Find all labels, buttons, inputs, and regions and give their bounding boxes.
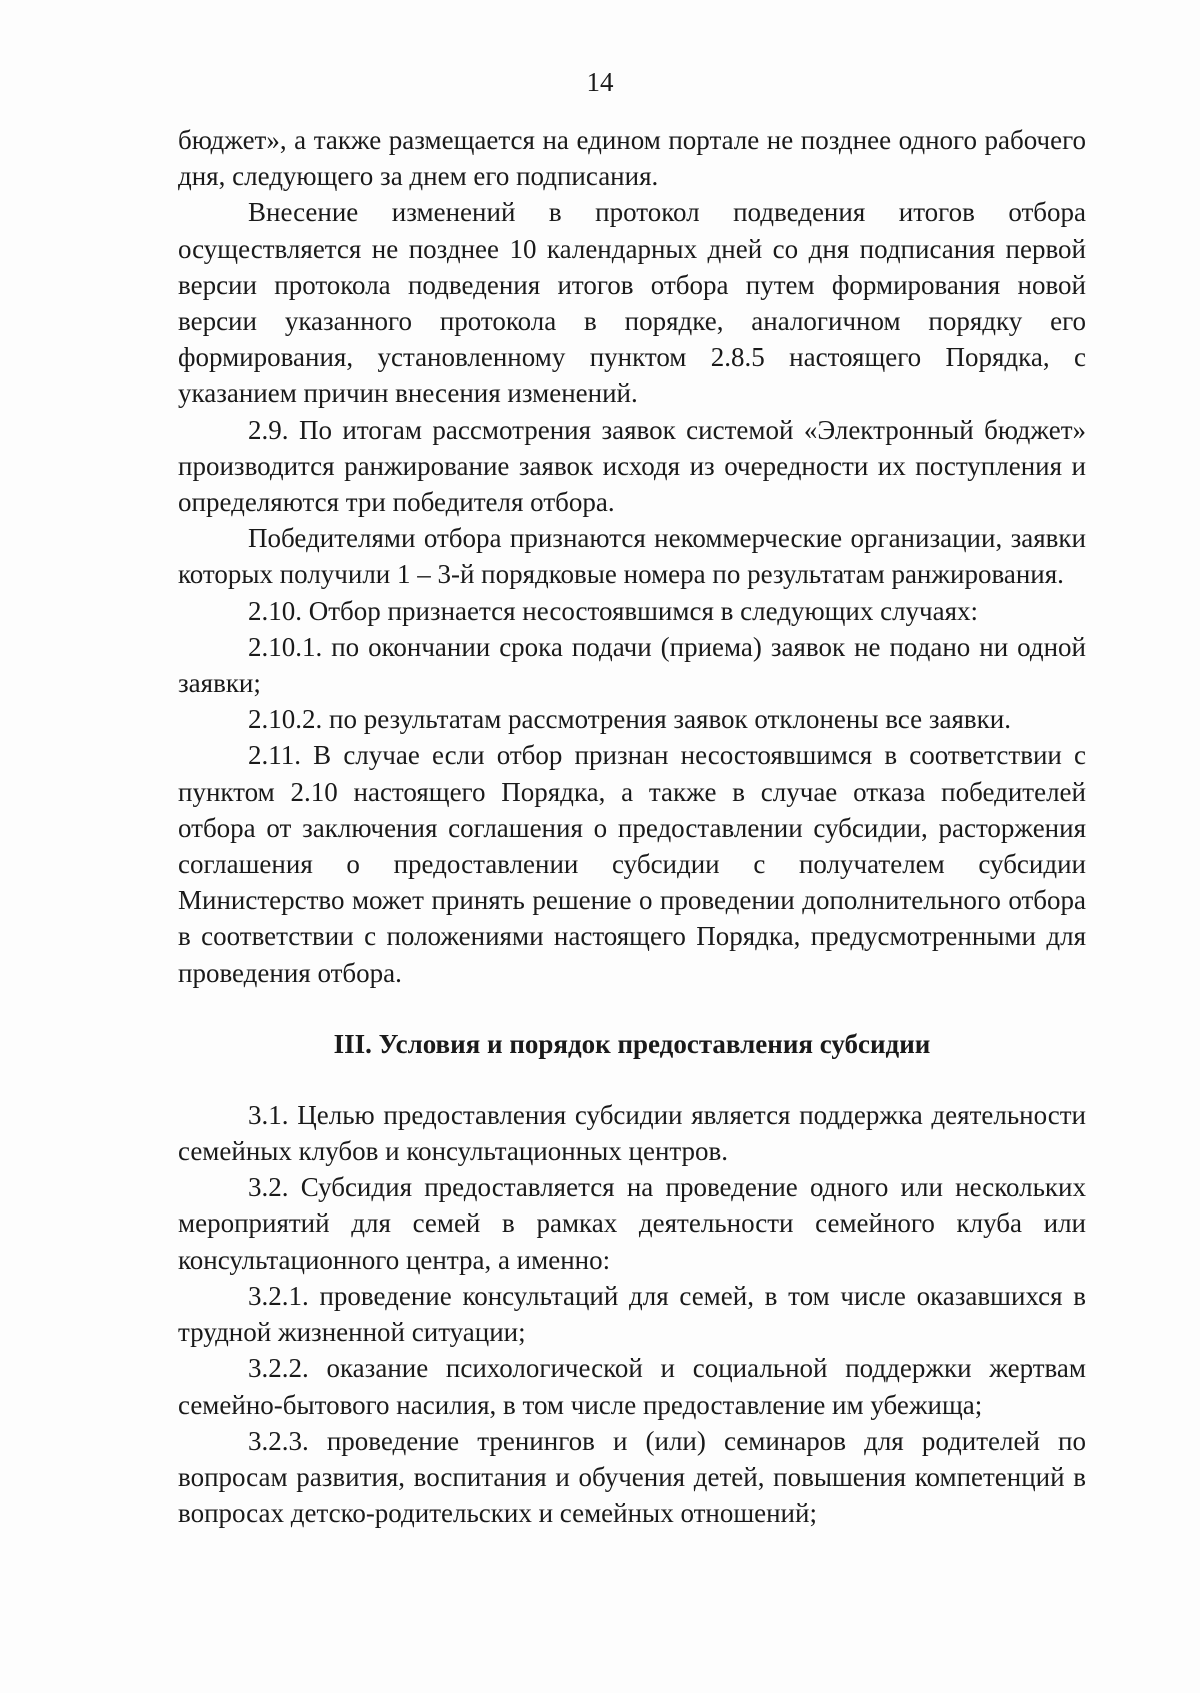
paragraph-2-11: 2.11. В случае если отбор признан несостоявшимся в соответствии с пунктом 2.10 настоящего Порядка, а также в случае отказа победителей отбора от заключения соглашения о предоставлении субсидии, расторжения соглашения о предоставлении субсидии с получателем субсидии Министерство может принять решение о проведении дополнительного отбора в соответствии с положениями настоящего Порядка, предусмотренными для проведения отбора.	[178, 740, 1086, 988]
paragraph-3-2-3: 3.2.3. проведение тренингов и (или) семинаров для родителей по вопросам развития, воспитания и обучения детей, повышения компетенций в вопросах детско-родительских и семейных отношений;	[178, 1425, 1086, 1529]
paragraphs-after-heading	[178, 1097, 1086, 1531]
paragraph-3-1: 3.1. Целью предоставления субсидии является поддержка деятельности семейных клубов и консультационных центров.	[178, 1099, 1086, 1167]
paragraph-2-10-1: 2.10.1. по окончании срока подачи (приема) заявок не подано ни одной заявки;	[178, 631, 1086, 699]
document-body	[178, 122, 1086, 1531]
paragraph-2-10-2: 2.10.2. по результатам рассмотрения заявок отклонены все заявки.	[248, 704, 1011, 735]
paragraph-continuation: бюджет», а также размещается на едином портале не позднее одного рабочего дня, следующего за днем его подписания.	[178, 125, 1086, 192]
paragraph-2-9: 2.9. По итогам рассмотрения заявок системой «Электронный бюджет» производится ранжирование заявок исходя из очередности их поступления и определяются три победителя отбора.	[178, 414, 1086, 518]
paragraphs-before-heading	[178, 122, 1086, 991]
paragraph-3-2: 3.2. Субсидия предоставляется на проведение одного или нескольких мероприятий для семей в рамках деятельности семейного клуба или консультационного центра, а именно:	[178, 1172, 1086, 1275]
paragraph-2-10: 2.10. Отбор признается несостоявшимся в следующих случаях:	[248, 595, 979, 626]
paragraph-3-2-1: 3.2.1. проведение консультаций для семей, в том числе оказавшихся в трудной жизненной ситуации;	[178, 1280, 1086, 1348]
paragraph-winners: Победителями отбора признаются некоммерческие организации, заявки которых получили 1 – 3-й порядковые номера по результатам ранжирования.	[178, 523, 1086, 590]
paragraph-3-2-2: 3.2.2. оказание психологической и социальной поддержки жертвам семейно-бытового насилия, в том числе предоставление им убежища;	[178, 1353, 1086, 1420]
page-number: 14	[586, 67, 614, 97]
paragraph-amendments: Внесение изменений в протокол подведения итогов отбора осуществляется не позднее 10 календарных дней со дня подписания первой версии протокола подведения итогов отбора путем формирования новой версии указанного протокола в порядке, аналогичном порядку его формирования, установленному пунктом 2.8.5 настоящего Порядка, с указанием причин внесения изменений.	[178, 197, 1086, 409]
section-heading: III. Условия и порядок предоставления субсидии	[333, 1028, 931, 1059]
